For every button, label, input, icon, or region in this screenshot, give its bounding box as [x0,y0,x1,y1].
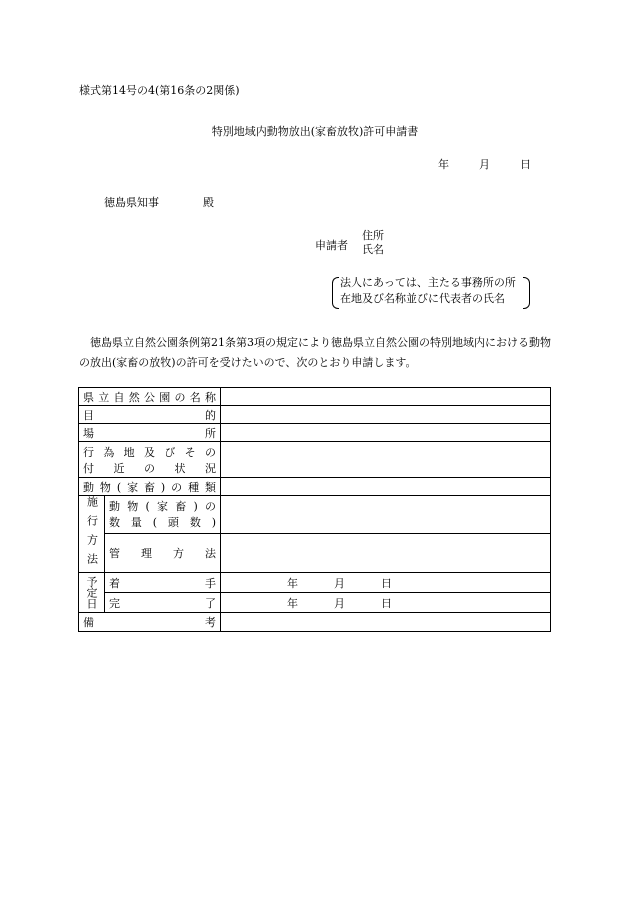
management-field[interactable] [221,533,551,572]
schedule-group-text: 予定日 [85,576,98,609]
site-label-line-1: 行為地及びその [83,445,216,459]
note-line-1: 法人にあっては、主たる事務所の所 [340,276,516,289]
note-line-2: 在地及び名称並びに代表者の氏名 [340,292,505,305]
start-day: 日 [381,576,392,590]
application-statement: 徳島県立自然公園条例第21条第3項の規定により徳島県立自然公園の特別地域内における動物の放出(家畜の放牧)の許可を受けたいので、次のとおり申請します。 [79,336,551,369]
addressee [104,194,214,210]
document-title: 特別地域内動物放出(家畜放牧)許可申請書 [211,125,419,138]
start-date-field[interactable] [221,573,551,593]
date-header [416,156,531,172]
date-year: 年 [438,158,449,171]
location-field[interactable] [221,424,551,442]
complete-day: 日 [381,596,392,610]
site-condition-field[interactable] [221,442,551,478]
management-label: 管理方法 [105,533,221,572]
animal-type-label: 動物(家畜)の種類 [79,478,221,496]
complete-date-field[interactable] [221,593,551,613]
schedule-group-label [79,573,105,613]
animal-type-field[interactable] [221,478,551,496]
date-day: 日 [520,158,531,171]
park-name-field[interactable] [221,388,551,406]
complete-label: 完了 [105,593,221,613]
method-group-text: 施行方法 [85,496,99,572]
site-condition-label [79,442,221,478]
applicant-fields [362,229,384,257]
complete-year: 年 [287,596,298,610]
application-table [78,387,551,632]
quantity-field[interactable] [221,496,551,534]
addressee-name: 徳島県知事 [104,196,159,209]
date-month: 月 [479,158,490,171]
start-month: 月 [334,576,345,590]
form-number: 様式第14号の4(第16条の2関係) [79,84,240,97]
complete-month: 月 [334,596,345,610]
location-label: 場所 [79,424,221,442]
park-name-label: 県立自然公園の名称 [79,388,221,406]
start-year: 年 [287,576,298,590]
start-label: 着手 [105,573,221,593]
address-label: 住所 [362,229,384,242]
remarks-label: 備考 [79,613,221,632]
quantity-label-line-1: 動物(家畜)の [109,500,216,514]
purpose-label: 目的 [79,406,221,424]
site-label-line-2: 付近の状況 [83,461,216,475]
quantity-label [105,496,221,534]
applicant-label: 申請者 [315,239,348,252]
quantity-label-line-2: 数量(頭数) [109,516,216,530]
purpose-field[interactable] [221,406,551,424]
corporate-note [332,275,530,309]
method-group-label [79,496,105,573]
remarks-field[interactable] [221,613,551,632]
name-label: 氏名 [362,243,384,256]
addressee-honorific: 殿 [203,196,214,209]
